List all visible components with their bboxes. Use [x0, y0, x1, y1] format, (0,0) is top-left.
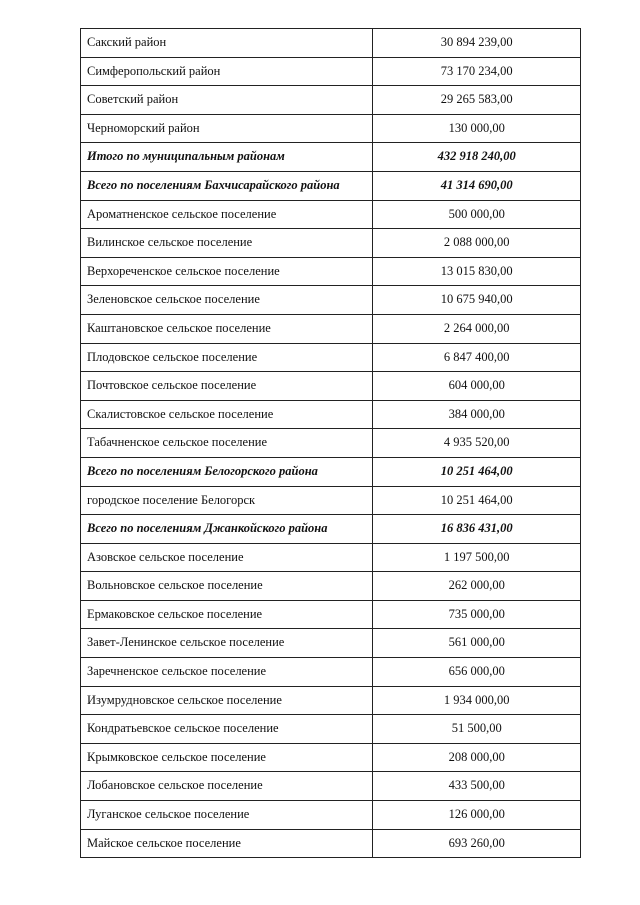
row-amount: 262 000,00: [373, 572, 581, 601]
row-name: Ароматненское сельское поселение: [81, 200, 373, 229]
table-row: [81, 543, 581, 572]
table-row: [81, 743, 581, 772]
table-row: [81, 372, 581, 401]
table-row: [81, 572, 581, 601]
table-row: [81, 400, 581, 429]
row-name: Табачненское сельское поселение: [81, 429, 373, 458]
table-row: [81, 486, 581, 515]
total-row: [81, 171, 581, 200]
row-name: Итого по муниципальным районам: [81, 143, 373, 172]
row-name: Советский район: [81, 86, 373, 115]
row-name: Сакский район: [81, 29, 373, 58]
table-row: [81, 686, 581, 715]
row-amount: 10 251 464,00: [373, 486, 581, 515]
row-name: Лобановское сельское поселение: [81, 772, 373, 801]
row-amount: 10 675 940,00: [373, 286, 581, 315]
row-amount: 41 314 690,00: [373, 171, 581, 200]
row-name: Завет-Ленинское сельское поселение: [81, 629, 373, 658]
row-amount: 693 260,00: [373, 829, 581, 858]
row-name: Почтовское сельское поселение: [81, 372, 373, 401]
row-amount: 29 265 583,00: [373, 86, 581, 115]
row-name: Черноморский район: [81, 114, 373, 143]
row-name: Всего по поселениям Джанкойского района: [81, 515, 373, 544]
row-amount: 433 500,00: [373, 772, 581, 801]
budget-table: [80, 28, 581, 858]
table-row: [81, 801, 581, 830]
table-row: [81, 829, 581, 858]
row-amount: 130 000,00: [373, 114, 581, 143]
table-row: [81, 715, 581, 744]
row-name: Каштановское сельское поселение: [81, 314, 373, 343]
table-row: [81, 29, 581, 58]
row-amount: 4 935 520,00: [373, 429, 581, 458]
row-name: Зеленовское сельское поселение: [81, 286, 373, 315]
row-name: городское поселение Белогорск: [81, 486, 373, 515]
row-amount: 51 500,00: [373, 715, 581, 744]
row-name: Всего по поселениям Белогорского района: [81, 457, 373, 486]
row-amount: 432 918 240,00: [373, 143, 581, 172]
row-amount: 30 894 239,00: [373, 29, 581, 58]
row-amount: 500 000,00: [373, 200, 581, 229]
row-name: Ермаковское сельское поселение: [81, 600, 373, 629]
row-name: Плодовское сельское поселение: [81, 343, 373, 372]
row-name: Луганское сельское поселение: [81, 801, 373, 830]
row-amount: 6 847 400,00: [373, 343, 581, 372]
row-amount: 208 000,00: [373, 743, 581, 772]
row-amount: 1 197 500,00: [373, 543, 581, 572]
row-amount: 16 836 431,00: [373, 515, 581, 544]
row-amount: 126 000,00: [373, 801, 581, 830]
row-name: Всего по поселениям Бахчисарайского района: [81, 171, 373, 200]
table-row: [81, 86, 581, 115]
row-name: Вольновское сельское поселение: [81, 572, 373, 601]
row-amount: 735 000,00: [373, 600, 581, 629]
row-name: Майское сельское поселение: [81, 829, 373, 858]
table-row: [81, 600, 581, 629]
table-body: [81, 29, 581, 858]
row-amount: 604 000,00: [373, 372, 581, 401]
table-row: [81, 658, 581, 687]
row-amount: 2 088 000,00: [373, 229, 581, 258]
row-name: Заречненское сельское поселение: [81, 658, 373, 687]
row-amount: 10 251 464,00: [373, 457, 581, 486]
row-amount: 384 000,00: [373, 400, 581, 429]
row-name: Симферопольский район: [81, 57, 373, 86]
row-name: Кондратьевское сельское поселение: [81, 715, 373, 744]
row-name: Скалистовское сельское поселение: [81, 400, 373, 429]
table-row: [81, 257, 581, 286]
table-row: [81, 229, 581, 258]
table-row: [81, 772, 581, 801]
total-row: [81, 457, 581, 486]
row-amount: 1 934 000,00: [373, 686, 581, 715]
table-row: [81, 314, 581, 343]
table-row: [81, 57, 581, 86]
table-row: [81, 429, 581, 458]
table-row: [81, 114, 581, 143]
table-row: [81, 200, 581, 229]
row-name: Крымковское сельское поселение: [81, 743, 373, 772]
row-name: Изумрудновское сельское поселение: [81, 686, 373, 715]
row-name: Азовское сельское поселение: [81, 543, 373, 572]
row-name: Вилинское сельское поселение: [81, 229, 373, 258]
table-row: [81, 343, 581, 372]
row-amount: 656 000,00: [373, 658, 581, 687]
row-amount: 2 264 000,00: [373, 314, 581, 343]
table-row: [81, 629, 581, 658]
row-name: Верхореченское сельское поселение: [81, 257, 373, 286]
total-row: [81, 143, 581, 172]
row-amount: 73 170 234,00: [373, 57, 581, 86]
total-row: [81, 515, 581, 544]
row-amount: 561 000,00: [373, 629, 581, 658]
table-row: [81, 286, 581, 315]
row-amount: 13 015 830,00: [373, 257, 581, 286]
